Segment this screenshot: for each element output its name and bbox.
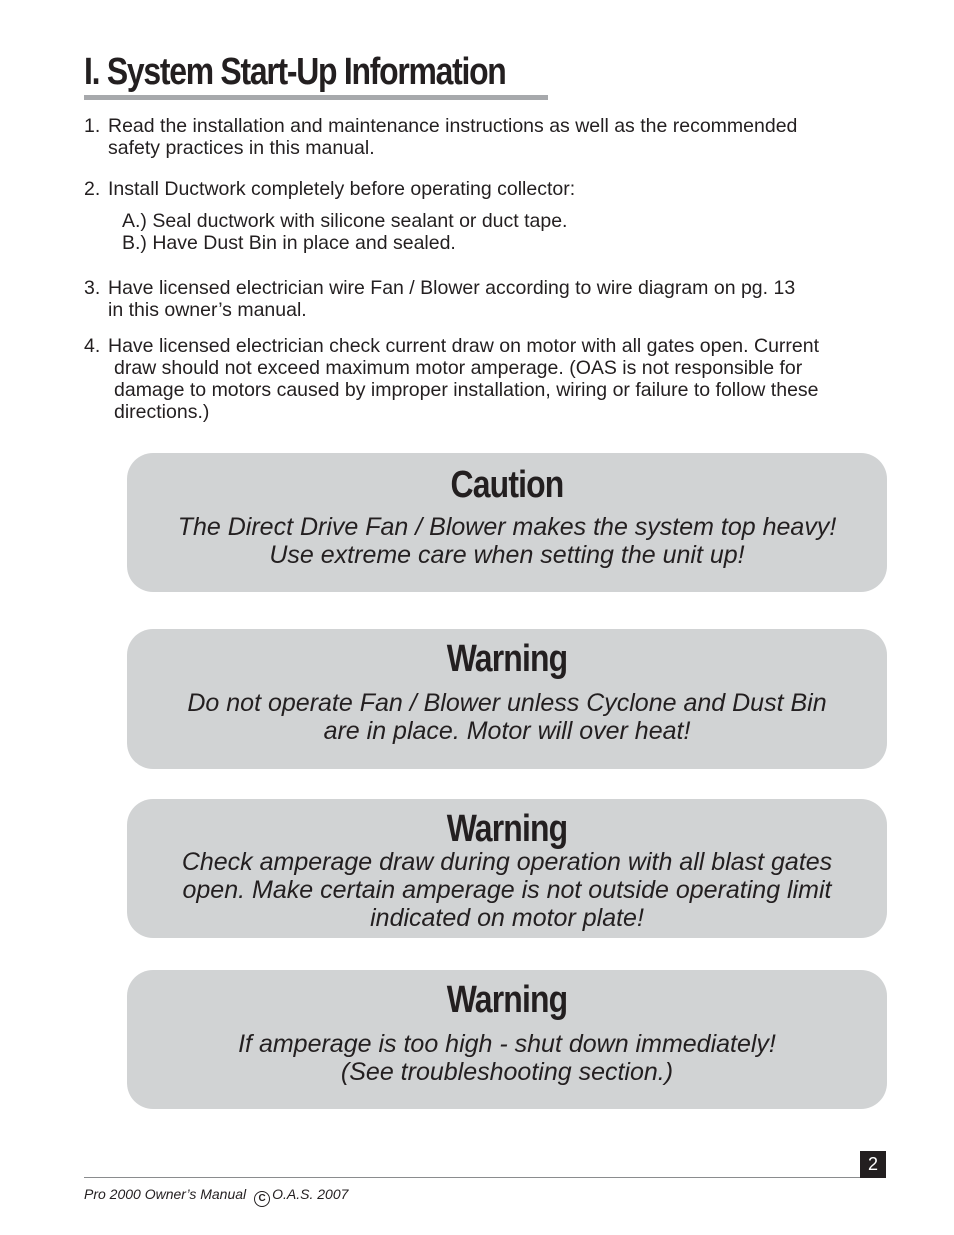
notice-line: (See troubleshooting section.)	[340, 1058, 674, 1086]
step-text-line: Have licensed electrician check current draw on motor with all gates open. Current	[108, 335, 820, 357]
step-text-line: damage to motors caused by improper installation, wiring or failure to follow these	[114, 379, 819, 401]
step-subitem-b: B.) Have Dust Bin in place and sealed.	[122, 232, 456, 254]
footer-caption	[84, 1186, 348, 1207]
step-text-line: Have licensed electrician wire Fan / Blower according to wire diagram on pg. 13	[108, 277, 796, 299]
title-underline	[84, 95, 548, 100]
step-number: 1.	[84, 115, 101, 137]
notice-line: If amperage is too high - shut down immediately!	[238, 1030, 776, 1058]
page-title: I. System Start-Up Information	[84, 51, 506, 93]
copyright-holder: O.A.S. 2007	[272, 1186, 349, 1202]
warning-box-2	[127, 799, 887, 938]
step-item-1	[84, 115, 914, 159]
copyright-icon: C	[254, 1191, 270, 1207]
caution-message	[127, 513, 887, 569]
caution-heading: Caution	[450, 464, 564, 506]
warning-box-3	[127, 970, 887, 1109]
caution-box	[127, 453, 887, 592]
warning-message	[127, 848, 887, 932]
notice-line: Do not operate Fan / Blower unless Cyclone and Dust Bin	[187, 689, 827, 717]
step-number: 4.	[84, 335, 101, 357]
page-number: 2	[860, 1151, 886, 1178]
step-text-line: Read the installation and maintenance instructions as well as the recommended	[108, 115, 798, 137]
notice-line: Use extreme care when setting the unit up!	[269, 541, 745, 569]
warning-message	[127, 689, 887, 745]
notice-line: The Direct Drive Fan / Blower makes the system top heavy!	[177, 513, 837, 541]
warning-heading: Warning	[446, 979, 568, 1021]
step-number: 3.	[84, 277, 101, 299]
notice-line: indicated on motor plate!	[370, 904, 644, 932]
step-text-line: in this owner’s manual.	[108, 299, 307, 321]
step-item-3	[84, 277, 914, 321]
step-text-line: draw should not exceed maximum motor amperage. (OAS is not responsible for	[114, 357, 803, 379]
step-text-line: Install Ductwork completely before operating collector:	[108, 178, 576, 200]
notice-line: are in place. Motor will over heat!	[323, 717, 691, 745]
notice-line: open. Make certain amperage is not outside operating limit	[182, 876, 832, 904]
step-text-line: directions.)	[114, 401, 210, 423]
footer-divider	[84, 1177, 886, 1178]
step-item-4	[84, 335, 914, 423]
warning-heading: Warning	[446, 808, 568, 850]
step-text-line: safety practices in this manual.	[108, 137, 375, 159]
warning-box-1	[127, 629, 887, 769]
warning-message	[127, 1030, 887, 1086]
manual-name: Pro 2000 Owner’s Manual	[84, 1186, 247, 1202]
warning-heading: Warning	[446, 638, 568, 680]
step-subitem-a: A.) Seal ductwork with silicone sealant or duct tape.	[122, 210, 568, 232]
notice-line: Check amperage draw during operation with all blast gates	[181, 848, 833, 876]
step-item-2	[84, 178, 914, 200]
step-number: 2.	[84, 178, 101, 200]
